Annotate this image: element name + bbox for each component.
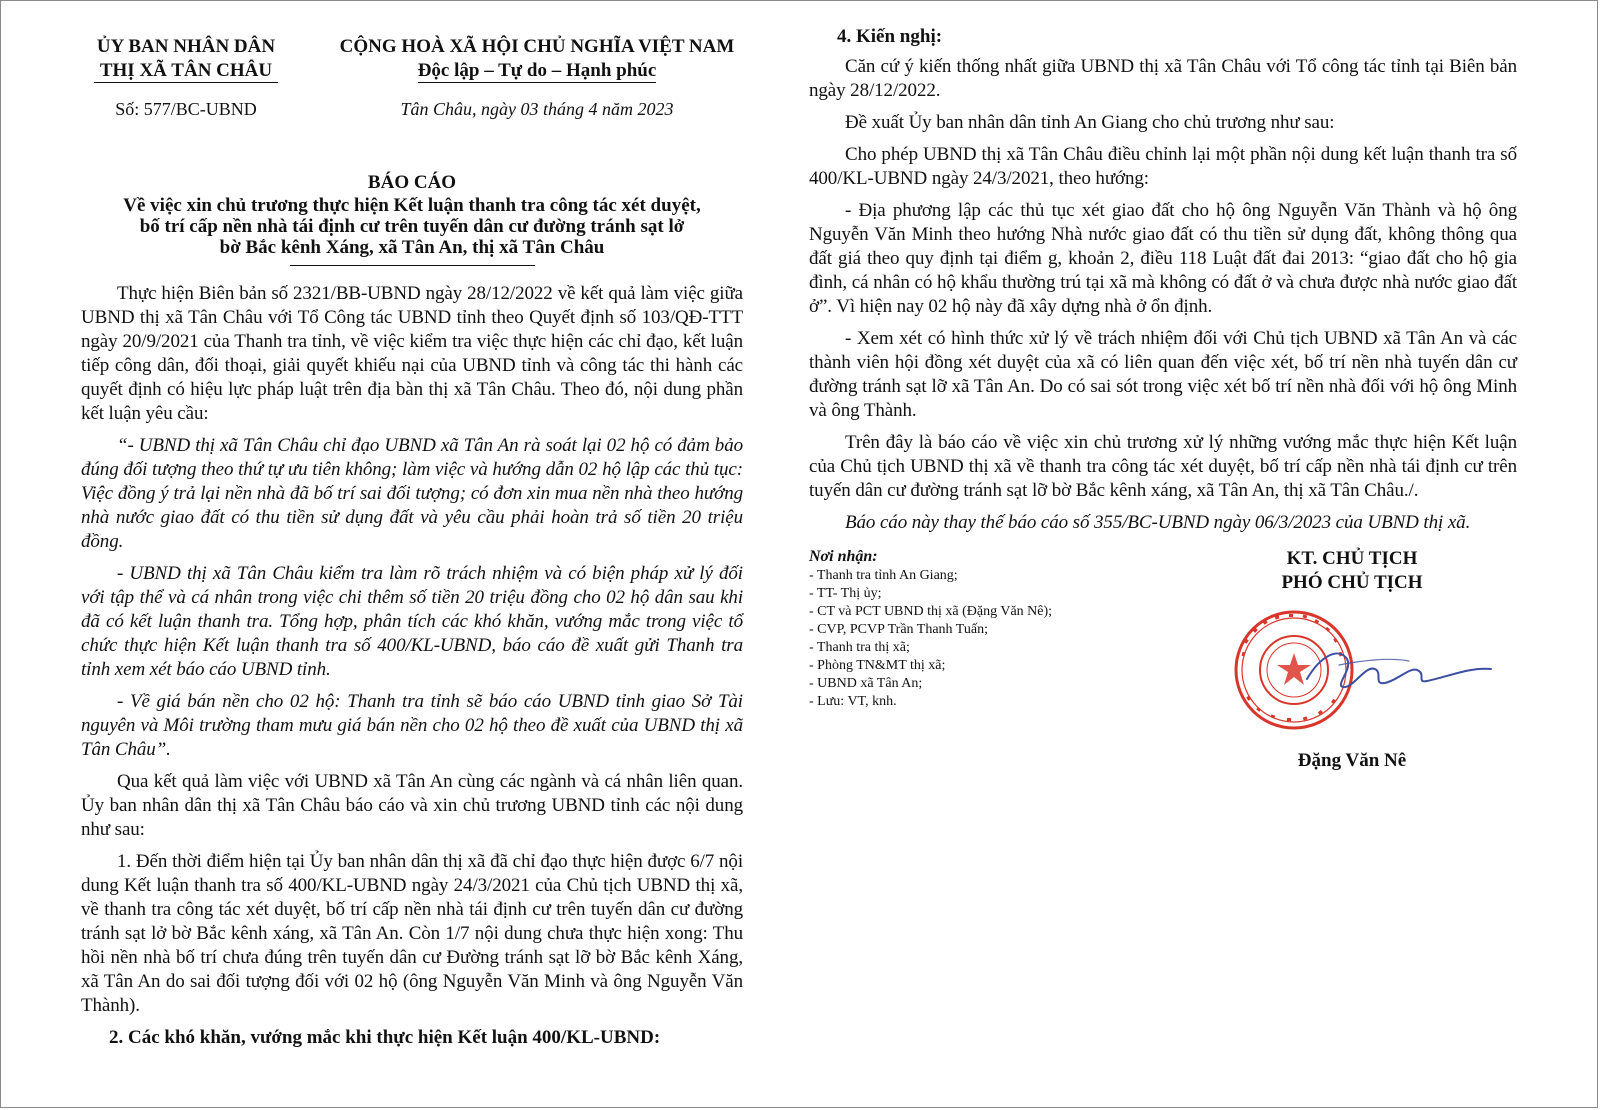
recipient-item: - CT và PCT UBND thị xã (Đặng Văn Nê); xyxy=(809,603,1189,621)
report-subject-line3: bờ Bắc kênh Xáng, xã Tân An, thị xã Tân Châu xyxy=(219,237,605,258)
proposal-paragraph: Cho phép UBND thị xã Tân Châu điều chỉnh lại một phần nội dung kết luận thanh tra số 400/KL-UBND ngày 24/3/2021, theo hướng: xyxy=(809,144,1517,189)
seal-and-signature xyxy=(1207,595,1497,745)
section-2-heading: 2. Các khó khăn, vướng mắc khi thực hiện Kết luận 400/KL-UBND: xyxy=(109,1027,661,1048)
proposal-intro: Đề xuất Ủy ban nhân dân tỉnh An Giang cho chủ trương như sau: xyxy=(845,112,1335,133)
proposal-item-land: - Địa phương lập các thủ tục xét giao đất cho hộ ông Nguyễn Văn Thành và hộ ông Nguyễn Văn Minh theo hướng Nhà nước giao đất có thu tiền sử dụng đất, không thông qua đất giá theo quy định tại điểm g, khoản 2, điều 118 Luật đất đai 2013: “giao đất cho hộ gia đình, cá nhân có hộ khẩu thường trú tại xã mà không có đất ở và chưa được nhà nước giao đất ở”. Vì hiện nay 02 hộ này đã xây dựng nhà ở ổn định. xyxy=(809,200,1517,317)
left-column xyxy=(81,35,743,1056)
signer-position-2: PHÓ CHỦ TỊCH xyxy=(1281,572,1423,593)
recipient-item: - CVP, PCVP Trần Thanh Tuấn; xyxy=(809,621,1189,639)
report-heading xyxy=(81,171,743,266)
nation-title: CỘNG HOÀ XÃ HỘI CHỦ NGHĨA VIỆT NAM xyxy=(339,36,735,57)
issuing-agency xyxy=(81,35,291,120)
basis-paragraph: Căn cứ ý kiến thống nhất giữa UBND thị xã Tân Châu với Tổ công tác tỉnh tại Biên bản ngày 28/12/2022. xyxy=(809,56,1517,101)
handwritten-signature-icon xyxy=(1299,635,1495,705)
recipient-item: - TT- Thị ủy; xyxy=(809,585,1189,603)
report-subject-line2: bố trí cấp nền nhà tái định cư trên tuyến dân cư đường tránh sạt lở xyxy=(139,216,685,237)
agency-name-line2: THỊ XÃ TÂN CHÂU xyxy=(94,60,278,83)
intro-paragraph: Thực hiện Biên bản số 2321/BB-UBND ngày 28/12/2022 về kết quả làm việc giữa UBND thị xã Tân Châu với Tổ Công tác UBND tỉnh theo Quyết định số 103/QĐ-TTT ngày 20/9/2021 của Thanh tra tỉnh, về việc kiểm tra việc thực hiện các chỉ đạo, kết luận tiếp công dân, đối thoại, giải quyết khiếu nại của UBND tỉnh và công tác thi hành các quyết định có hiệu lực pháp luật trên địa bàn thị xã Tân Châu. Theo đó, nội dung phần kết luận yêu cầu: xyxy=(81,283,743,424)
document-footer xyxy=(809,547,1517,797)
national-heading xyxy=(317,35,757,120)
recipient-item: - Phòng TN&MT thị xã; xyxy=(809,657,1189,675)
quoted-requirement-1: “- UBND thị xã Tân Châu chỉ đạo UBND xã Tân An rà soát lại 02 hộ có đảm bảo đúng đối tượng theo thứ tự ưu tiên không; làm việc và hướng dẫn 02 hộ lập các thủ tục: Việc đồng ý trả lại nền nhà đã bố trí sai đối tượng; có đơn xin mua nền nhà theo hướng nhà nước giao đất có thu tiền sử dụng đất và yêu cầu phải hoàn trả số tiền 20 triệu đồng. xyxy=(81,435,743,552)
recipients-title: Nơi nhận: xyxy=(809,548,878,565)
quoted-requirement-2: - UBND thị xã Tân Châu kiểm tra làm rõ trách nhiệm và có biện pháp xử lý đối với tập thể và cá nhân trong việc chi thêm số tiền 20 triệu đồng cho 02 hộ dân sau khi đã có kết luận thanh tra. Tổng hợp, phân tích các khó khăn, vướng mắc trong việc tổ chức thực hiện Kết luận thanh tra số 400/KL-UBND, báo cáo đề xuất gửi Thanh tra tỉnh xem xét báo cáo UBND tỉnh. xyxy=(81,563,743,680)
signer-name: Đặng Văn Nê xyxy=(1297,750,1407,771)
recipients-block xyxy=(809,547,1189,711)
title-divider xyxy=(290,265,535,266)
recipient-item: - Thanh tra thị xã; xyxy=(809,639,1189,657)
recipient-item: - Thanh tra tỉnh An Giang; xyxy=(809,567,1189,585)
section-4-heading: 4. Kiến nghị: xyxy=(837,26,943,47)
signer-position-1: KT. CHỦ TỊCH xyxy=(1286,548,1418,569)
nation-motto: Độc lập – Tự do – Hạnh phúc xyxy=(417,60,657,81)
proposal-item-responsibility: - Xem xét có hình thức xử lý về trách nhiệm đối với Chủ tịch UBND xã Tân An và các thành viên hội đồng xét duyệt của xã có liên quan đến việc xét, bố trí nền nhà tuyến dân cư đường tránh sạt lỡ xã Tân An. Do có sai sót trong việc xét bố trí nền nhà đối với hộ ông Minh và ông Thành. xyxy=(809,328,1517,421)
document-date: Tân Châu, ngày 03 tháng 4 năm 2023 xyxy=(400,99,674,119)
recipient-item: - Lưu: VT, knh. xyxy=(809,693,1189,711)
section-1-paragraph: 1. Đến thời điểm hiện tại Ủy ban nhân dân thị xã đã chỉ đạo thực hiện được 6/7 nội dung Kết luận thanh tra số 400/KL-UBND ngày 24/3/2021 của Chủ tịch UBND thị xã, về thanh tra công tác xét duyệt, bố trí cấp nền nhà tái định cư trên tuyến dân cư đường tránh sạt lở bờ Bắc kênh xáng, xã Tân An. Còn 1/7 nội dung chưa thực hiện xong: Thu hồi nền nhà bố trí chưa đúng trên tuyến dân cư Đường tránh sạt lỡ bờ Bắc kênh Xáng, xã Tân An do sai đối tượng đối với 02 hộ (ông Nguyễn Văn Minh và ông Nguyễn Văn Thành). xyxy=(81,851,743,1016)
signature-block xyxy=(1207,547,1497,773)
summary-paragraph: Qua kết quả làm việc với UBND xã Tân An cùng các ngành và cá nhân liên quan. Ủy ban nhân dân thị xã Tân Châu báo cáo và xin chủ trương UBND tỉnh các nội dung như sau: xyxy=(81,771,743,840)
quoted-requirement-3: - Về giá bán nền cho 02 hộ: Thanh tra tỉnh sẽ báo cáo UBND tỉnh giao Sở Tài nguyên và Môi trường tham mưu giá bán nền cho 02 hộ theo đề xuất của UBND thị xã Tân Châu”. xyxy=(81,691,743,760)
report-title: BÁO CÁO xyxy=(367,172,457,193)
replacement-note: Báo cáo này thay thế báo cáo số 355/BC-UBND ngày 06/3/2023 của UBND thị xã. xyxy=(845,512,1471,533)
recipient-item: - UBND xã Tân An; xyxy=(809,675,1189,693)
report-subject-line1: Về việc xin chủ trương thực hiện Kết luận thanh tra công tác xét duyệt, xyxy=(123,195,701,216)
document-number: Số: 577/BC-UBND xyxy=(115,99,257,119)
closing-paragraph: Trên đây là báo cáo về việc xin chủ trương xử lý những vướng mắc thực hiện Kết luận của Chủ tịch UBND thị xã về thanh tra công tác xét duyệt, bố trí cấp nền nhà tái định cư trên tuyến dân cư đường tránh sạt lỡ bờ Bắc kênh xáng, xã Tân An, thị xã Tân Châu./. xyxy=(809,432,1517,501)
agency-name-line1: ỦY BAN NHÂN DÂN xyxy=(96,36,276,57)
document-header xyxy=(81,35,743,135)
right-column xyxy=(809,25,1517,797)
recipients-list xyxy=(809,567,1189,711)
